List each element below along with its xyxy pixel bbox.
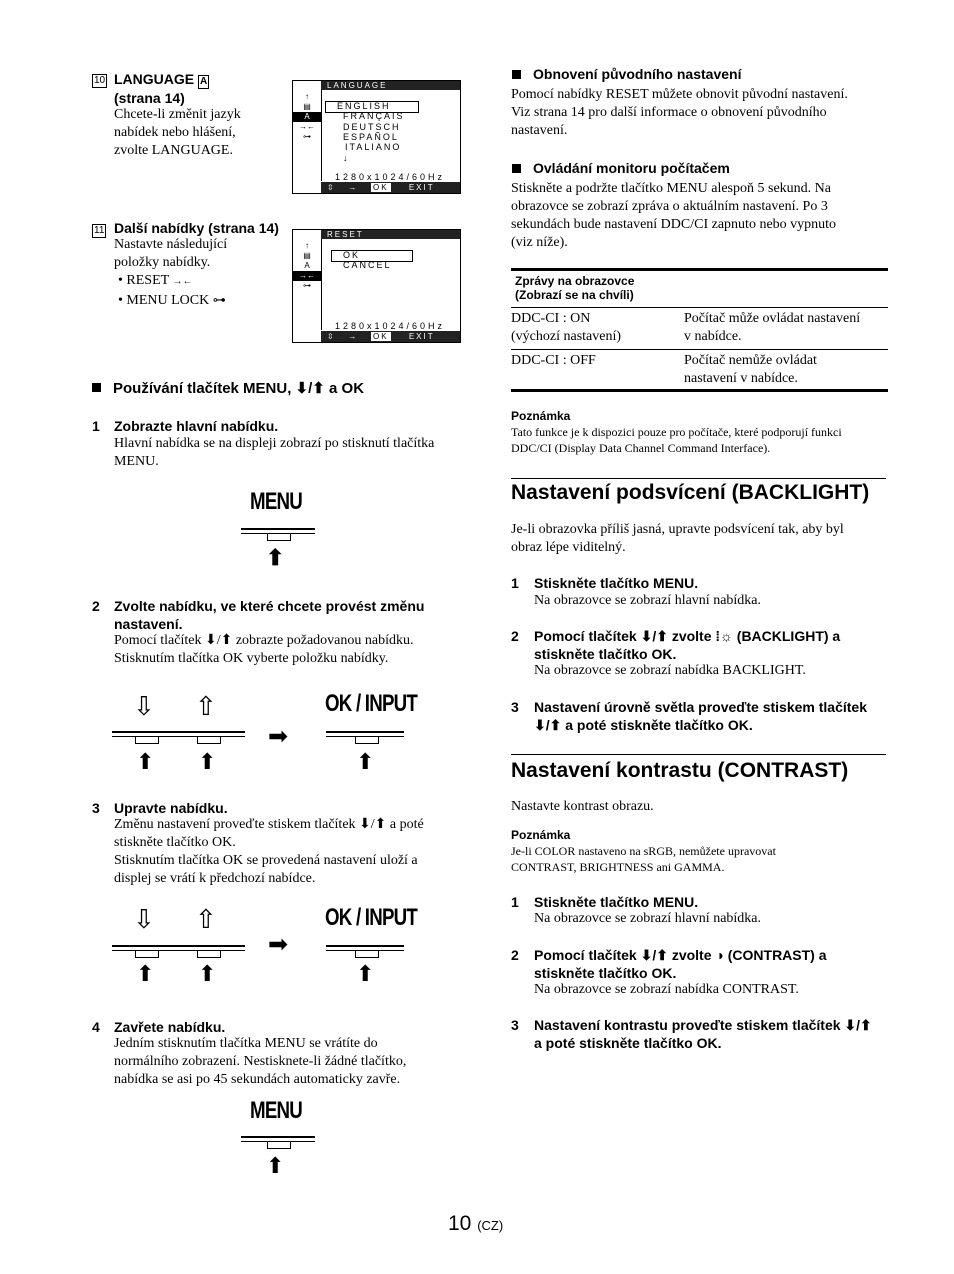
table-top-rule bbox=[511, 268, 888, 271]
contrast-intro: Nastavte kontrast obrazu. bbox=[511, 799, 654, 814]
osd-item: OK bbox=[343, 250, 361, 260]
contrast-step-2-title: Pomocí tlačítek ⬇/⬆ zvolte ◑ (CONTRAST) a stiskněte tlačítko OK. bbox=[534, 947, 827, 981]
arrow-right-icon: ➡ bbox=[268, 724, 289, 750]
backlight-step-3-title: Nastavení úrovně světla proveďte stiskem tlačítek ⬇/⬆ a poté stiskněte tlačítko OK. bbox=[534, 699, 867, 733]
step-1-text: Hlavní nabídka se na displeji zobrazí po stisknutí tlačítka MENU. bbox=[114, 436, 435, 469]
arrow-up-icon: ⬆ bbox=[136, 749, 155, 774]
osd-title-bar: LANGUAGE bbox=[321, 81, 460, 90]
osd-item: ESPAÑOL bbox=[343, 132, 399, 142]
up-outline-icon: ⇧ bbox=[195, 692, 217, 721]
arrow-up-icon: ⬆ bbox=[266, 1153, 285, 1178]
step-4-title: Zavřete nabídku. bbox=[114, 1019, 226, 1035]
arrow-up-icon: ↑ bbox=[305, 241, 309, 250]
item-11-bullets: • RESET →← • MENU LOCK ⊶ bbox=[118, 273, 226, 308]
osd-item: FRANÇAIS bbox=[343, 111, 405, 121]
contrast-step-1-text: Na obrazovce se zobrazí hlavní nabídka. bbox=[534, 911, 762, 926]
ok-button[interactable] bbox=[355, 951, 379, 958]
menu-button-label: MENU bbox=[250, 488, 303, 515]
reset-section-heading: Obnovení původního nastavení bbox=[533, 66, 742, 82]
down-button[interactable] bbox=[135, 951, 159, 958]
arrow-up-icon: ↑ bbox=[305, 92, 309, 101]
contrast-step-1-title: Stiskněte tlačítko MENU. bbox=[534, 894, 699, 910]
osd-icon-column bbox=[293, 239, 322, 330]
item-11-title: Další nabídky (strana 14) bbox=[114, 220, 279, 236]
menu-button[interactable] bbox=[267, 534, 291, 541]
note-title: Poznámka bbox=[511, 409, 571, 423]
ok-button[interactable] bbox=[355, 737, 379, 744]
backlight-step-2-title: Pomocí tlačítek ⬇/⬆ zvolte ⁞☼ (BACKLIGHT) a stiskněte tlačítko OK. bbox=[534, 628, 841, 662]
step-3-text: Změnu nastavení proveďte stiskem tlačítek ⬇/⬆ a poté stiskněte tlačítko OK. Stisknutím tlačítka OK se provedená nastavení uloží a displej se vrátí k předchozí nabídce. bbox=[114, 817, 424, 886]
osd-resolution: 1280x1024/60Hz bbox=[335, 172, 446, 182]
backlight-intro: Je-li obrazovka příliš jasná, upravte podsvícení tak, aby byl obraz lépe viditelný. bbox=[511, 522, 844, 555]
buttons-section-heading: Používání tlačítek MENU, ⬇/⬆ a OK bbox=[113, 380, 365, 397]
backlight-step-3-number: 3 bbox=[511, 699, 519, 715]
step-4-number: 4 bbox=[92, 1019, 100, 1035]
contrast-heading: Nastavení kontrastu (CONTRAST) bbox=[511, 759, 849, 782]
down-outline-icon: ⇩ bbox=[133, 905, 155, 934]
table-row: DDC-CI : OFF bbox=[511, 353, 596, 368]
updown-icon: ⇳ bbox=[327, 183, 336, 192]
step-4-text: Jedním stisknutím tlačítka MENU se vrátíte do normálního zobrazení. Nestisknete-li žádné tlačítko, nabídka se asi po 45 sekundách automaticky zavře. bbox=[114, 1036, 407, 1087]
arrow-up-icon: ⬆ bbox=[356, 961, 375, 986]
table-cell: Počítač může ovládat nastavení v nabídce. bbox=[684, 311, 861, 344]
osd-footer: ⇳ → OK EXIT MENU bbox=[321, 182, 460, 193]
section-bullet-square bbox=[512, 67, 521, 79]
screen-icon: ▤ bbox=[303, 251, 311, 260]
osd-reset-screen bbox=[292, 229, 461, 352]
arrow-right-icon: → bbox=[348, 332, 359, 341]
osd-icon-column bbox=[293, 90, 322, 181]
item-10-title: LANGUAGE A bbox=[114, 71, 208, 87]
language-icon: A bbox=[293, 112, 321, 122]
up-button[interactable] bbox=[197, 737, 221, 744]
up-button[interactable] bbox=[197, 951, 221, 958]
step-2-text: Pomocí tlačítek ⬇/⬆ zobrazte požadovanou nabídku. Stisknutím tlačítka OK vyberte položku nabídky. bbox=[114, 633, 414, 666]
backlight-step-1-title: Stiskněte tlačítko MENU. bbox=[534, 575, 699, 591]
contrast-step-3-number: 3 bbox=[511, 1017, 519, 1033]
menu-button-label: MENU bbox=[250, 1097, 303, 1124]
page-number: 10 (CZ) bbox=[448, 1212, 504, 1235]
osd-item: DEUTSCH bbox=[343, 122, 401, 132]
reset-icon: →← bbox=[172, 276, 193, 287]
step-3-title: Upravte nabídku. bbox=[114, 800, 228, 816]
item-11-text: Nastavte následující položky nabídky. bbox=[114, 237, 228, 270]
backlight-step-2-text: Na obrazovce se zobrazí nabídka BACKLIGHT. bbox=[534, 663, 806, 678]
arrow-up-icon: ⬆ bbox=[356, 749, 375, 774]
osd-footer: ⇳ → OK EXIT MENU bbox=[321, 331, 460, 342]
osd-title-bar: RESET bbox=[321, 230, 460, 239]
language-icon: A bbox=[200, 76, 208, 87]
reset-icon: →← bbox=[299, 122, 315, 131]
table-header: Zprávy na obrazovce (Zobrazí se na chvíli) bbox=[515, 274, 635, 302]
arrow-down-icon: ↓ bbox=[343, 153, 350, 163]
backlight-step-2-number: 2 bbox=[511, 628, 519, 644]
table-row: DDC-CI : ON (výchozí nastavení) bbox=[511, 311, 622, 344]
arrow-up-icon: ⬆ bbox=[136, 961, 155, 986]
menu-button[interactable] bbox=[267, 1142, 291, 1149]
arrow-up-icon: ⬆ bbox=[266, 545, 285, 570]
backlight-step-1-number: 1 bbox=[511, 575, 519, 591]
step-1-title: Zobrazte hlavní nabídku. bbox=[114, 418, 279, 434]
step-3-number: 3 bbox=[92, 800, 100, 816]
down-outline-icon: ⇩ bbox=[133, 692, 155, 721]
menu-badge: MENU bbox=[329, 346, 355, 352]
screen-icon: ▤ bbox=[303, 102, 311, 111]
arrow-up-icon: ⬆ bbox=[198, 961, 217, 986]
osd-item: ITALIANO bbox=[345, 142, 402, 152]
contrast-step-2-number: 2 bbox=[511, 947, 519, 963]
table-bottom-rule bbox=[511, 389, 888, 392]
contrast-step-3-title: Nastavení kontrastu proveďte stiskem tlačítek ⬇/⬆ a poté stiskněte tlačítko OK. bbox=[534, 1017, 872, 1051]
contrast-step-1-number: 1 bbox=[511, 894, 519, 910]
key-icon: ⊶ bbox=[212, 292, 226, 307]
section-bullet-square bbox=[92, 380, 101, 392]
note-title: Poznámka bbox=[511, 828, 571, 842]
osd-resolution: 1280x1024/60Hz bbox=[335, 321, 446, 331]
note-text: Je-li COLOR nastaveno na sRGB, nemůžete upravovat CONTRAST, BRIGHTNESS ani GAMMA. bbox=[511, 844, 776, 874]
item-10-subtitle: (strana 14) bbox=[114, 90, 185, 106]
backlight-heading: Nastavení podsvícení (BACKLIGHT) bbox=[511, 481, 870, 504]
table-cell: Počítač nemůže ovládat nastavení v nabídce. bbox=[684, 353, 817, 386]
button-panel-line bbox=[241, 528, 315, 530]
section-bullet-square bbox=[512, 161, 521, 173]
language-icon: A bbox=[304, 261, 310, 270]
step-1-number: 1 bbox=[92, 418, 100, 434]
osd-language-screen bbox=[292, 80, 461, 203]
osd-item: ENGLISH bbox=[337, 101, 391, 111]
key-icon: ⊶ bbox=[303, 281, 311, 290]
menu-badge: MENU bbox=[329, 197, 355, 203]
contrast-step-2-text: Na obrazovce se zobrazí nabídka CONTRAST. bbox=[534, 982, 799, 997]
ok-input-label: OK / INPUT bbox=[325, 690, 418, 717]
osd-item: CANCEL bbox=[343, 260, 392, 270]
updown-icon: ⇳ bbox=[327, 332, 336, 341]
reset-section-text: Pomocí nabídky RESET můžete obnovit původní nastavení. Viz strana 14 pro další informace o obnovení původního nastavení. bbox=[511, 87, 848, 138]
arrow-up-icon: ⬆ bbox=[198, 749, 217, 774]
step-2-number: 2 bbox=[92, 598, 100, 614]
arrow-right-icon: → bbox=[348, 183, 359, 192]
arrow-right-icon: ➡ bbox=[268, 932, 289, 958]
control-section-text: Stiskněte a podržte tlačítko MENU alespoň 5 sekund. Na obrazovce se zobrazí zpráva o aktuálním nastavení. Po 3 sekundách bude nastavení DDC/CI zapnuto nebo vypnuto (viz níže). bbox=[511, 181, 837, 250]
up-outline-icon: ⇧ bbox=[195, 905, 217, 934]
backlight-step-1-text: Na obrazovce se zobrazí hlavní nabídka. bbox=[534, 593, 762, 608]
note-text: Tato funkce je k dispozici pouze pro počítače, které podporují funkci DDC/CI (Display Data Channel Command Interface). bbox=[511, 425, 842, 455]
item-11-number: 11 bbox=[94, 225, 105, 236]
item-10-number: 10 bbox=[94, 75, 106, 86]
item-10-text: Chcete-li změnit jazyk nabídek nebo hlášení, zvolte LANGUAGE. bbox=[114, 107, 241, 158]
step-2-title: Zvolte nabídku, ve které chcete provést změnu nastavení. bbox=[114, 598, 425, 632]
control-section-heading: Ovládání monitoru počítačem bbox=[533, 160, 730, 176]
down-button[interactable] bbox=[135, 737, 159, 744]
key-icon: ⊶ bbox=[303, 132, 311, 141]
reset-icon: →← bbox=[293, 271, 321, 281]
ok-input-label: OK / INPUT bbox=[325, 904, 418, 931]
